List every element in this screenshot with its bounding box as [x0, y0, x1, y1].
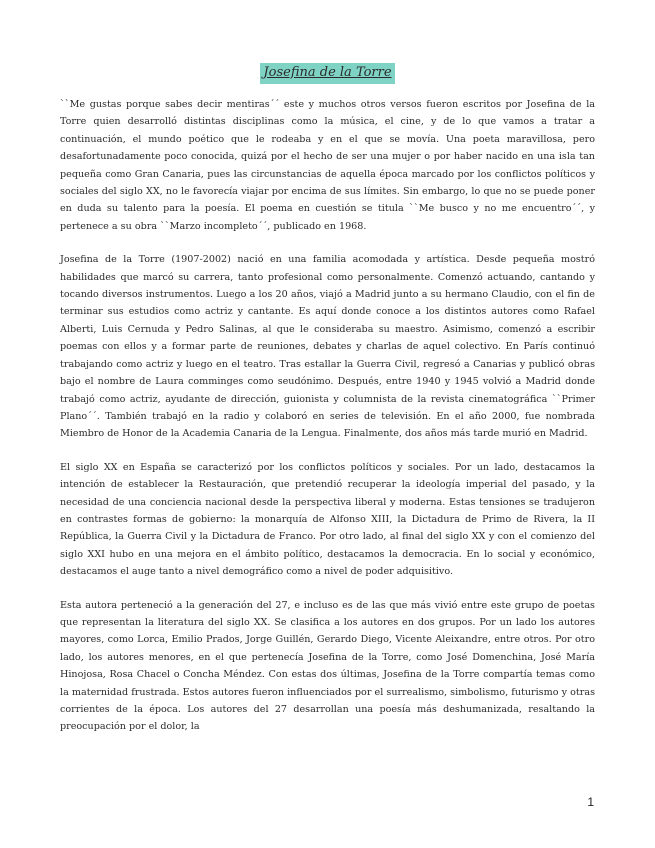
document-title: Josefina de la Torre: [260, 63, 394, 84]
title-container: [0, 61, 655, 84]
paragraph-biography: Josefina de la Torre (1907-2002) nació en una familia acomodada y artística. Desde pequeña mostró habilidades que marcó su carrera, tanto profesional como personalmente. Comenzó actuando, cantando y tocando diversos instrumentos. Luego a los 20 años, viajó a Madrid junto a su hermano Claudio, con el fin de terminar sus estudios como actriz y cantante. Es aquí donde conoce a los distintos autores como Rafael Alberti, Luis Cernuda y Pedro Salinas, al que le consideraba su maestro. Asimismo, comenzó a escribir poemas con ellos y a formar parte de reuniones, debates y charlas de aquel colectivo. En París continuó trabajando como actriz y luego en el teatro. Tras estallar la Guerra Civil, regresó a Canarias y publicó obras bajo el nombre de Laura comminges como seudónimo. Después, entre 1940 y 1945 volvió a Madrid donde trabajó como actriz, ayudante de dirección, guionista y columnista de la revista cinematográfica ``Primer Plano´´. También trabajó en la radio y colaboró en series de televisión. En el año 2000, fue nombrada Miembro de Honor de la Academia Canaria de la Lengua. Finalmente, dos años más tarde murió en Madrid.: [60, 254, 595, 440]
document-body: [60, 96, 595, 752]
paragraph-intro: ``Me gustas porque sabes decir mentiras´´ este y muchos otros versos fueron escritos por Josefina de la Torre quien desarrolló distintas disciplinas como la música, el cine, y de lo que vamos a tratar a continuación, el mundo poético que le rodeaba y en el que se movía. Una poeta maravillosa, pero desafortunadamente poco conocida, quizá por el hecho de ser una mujer o por haber nacido en una isla tan pequeña como Gran Canaria, pues las circunstancias de aquella época marcado por los conflictos políticos y sociales del siglo XX, no le favorecía viajar por encima de sus límites. Sin embargo, lo que no se puede poner en duda su talento para la poesía. El poema en cuestión se titula ``Me busco y no me encuentro´´, y pertenece a su obra ``Marzo incompleto´´, publicado en 1968.: [60, 99, 595, 232]
paragraph-historical-context: El siglo XX en España se caracterizó por los conflictos políticos y sociales. Por un lado, destacamos la intención de establecer la Restauración, que pretendió recuperar la ideología imperial del pasado, y la necesidad de una conciencia nacional desde la perspectiva liberal y moderna. Estas tensiones se tradujeron en contrastes formas de gobierno: la monarquía de Alfonso XIII, la Dictadura de Primo de Rivera, la II República, la Guerra Civil y la Dictadura de Franco. Por otro lado, al final del siglo XX y con el comienzo del siglo XXI hubo en una mejora en el ámbito político, destacamos la democracia. En lo social y económico, destacamos el auge tanto a nivel demográfico como a nivel de poder adquisitivo.: [60, 461, 595, 578]
paragraph-generation-27: Esta autora perteneció a la generación del 27, e incluso es de las que más vivió entre este grupo de poetas que representan la literatura del siglo XX. Se clasifica a los autores en dos grupos. Por un lado los autores mayores, como Lorca, Emilio Prados, Jorge Guillén, Gerardo Diego, Vicente Aleixandre, entre otros. Por otro lado, los autores menores, en el que pertenecía Josefina de la Torre, como José Domenchina, José María Hinojosa, Rosa Chacel o Concha Méndez. Con estas dos últimas, Josefina de la Torre compartía temas como la maternidad frustrada. Estos autores fueron influenciados por el surrealismo, simbolismo, futurismo y otras corrientes de la época. Los autores del 27 desarrollan una poesía más deshumanizada, resaltando la preocupación por el dolor, la: [60, 599, 595, 733]
page-number: 1: [587, 795, 594, 809]
